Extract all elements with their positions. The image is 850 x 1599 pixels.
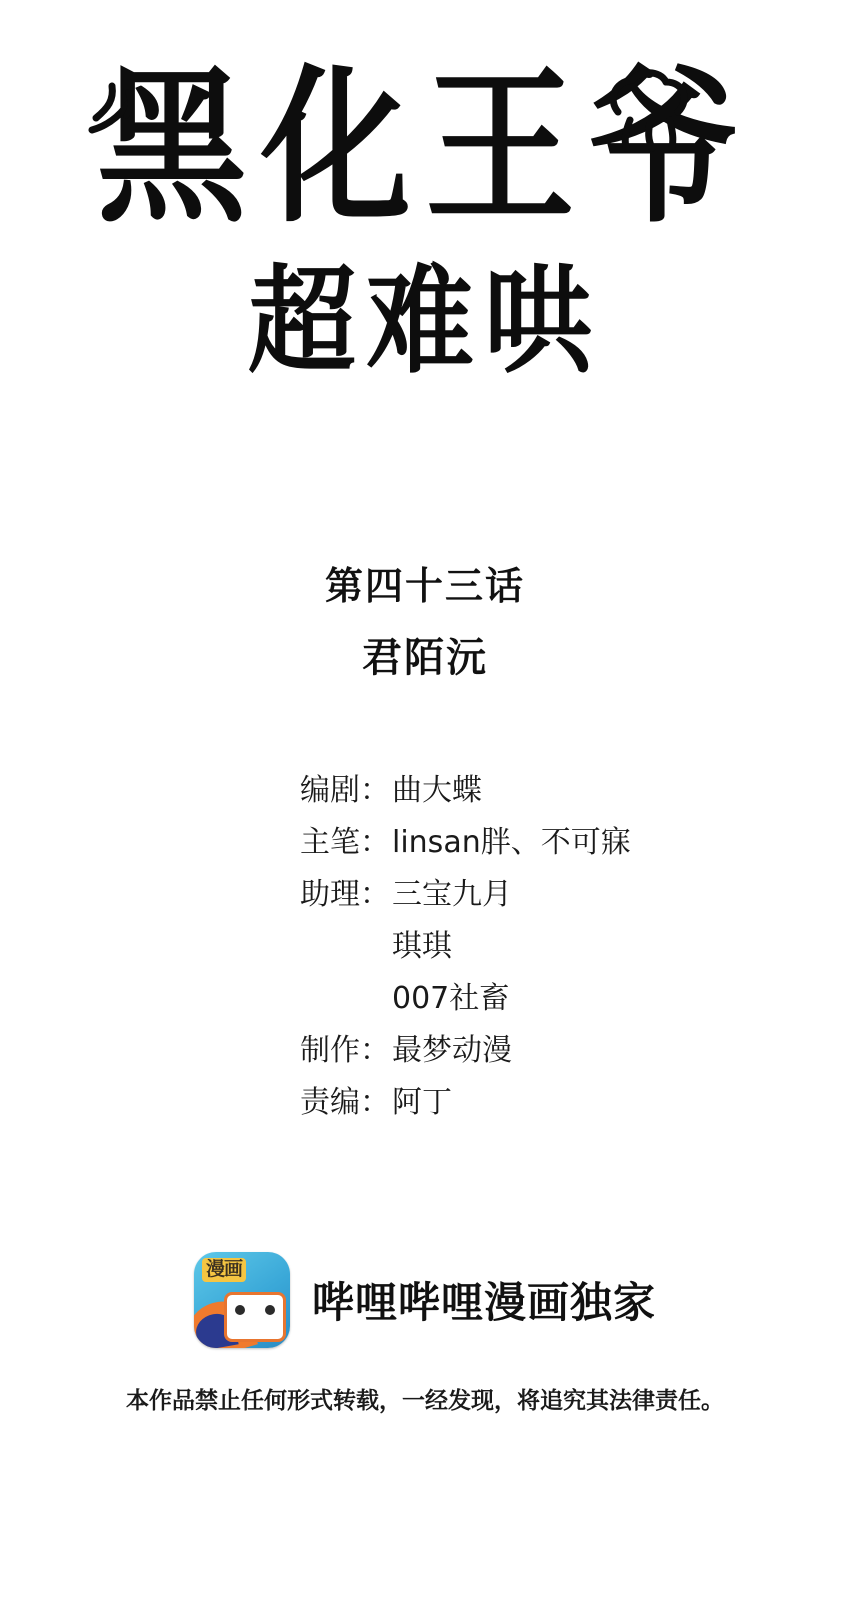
credit-label: 主笔： (300, 825, 390, 860)
credit-value: linsan胖、不可寐 (392, 825, 631, 860)
credit-label: 责编： (300, 1085, 390, 1120)
credit-row (0, 1077, 850, 1129)
logo-tag-label: 漫画 (202, 1258, 246, 1282)
title-logo (0, 48, 850, 390)
credit-label: 制作： (300, 1033, 390, 1068)
credit-row (0, 869, 850, 921)
credits-list (0, 765, 850, 1129)
credit-label (0, 921, 390, 973)
credit-label: 助理： (300, 877, 390, 912)
credit-row (0, 765, 850, 817)
credit-label (0, 973, 390, 1025)
bilibili-comics-app-icon (194, 1252, 290, 1348)
credit-row (0, 1025, 850, 1077)
credit-row (0, 921, 850, 973)
credit-value: 最梦动漫 (392, 1033, 512, 1068)
footer (0, 1252, 850, 1415)
credit-value: 007社畜 (392, 981, 510, 1016)
credit-row (0, 973, 850, 1025)
brand-name: 哔哩哔哩漫画独家 (311, 1278, 656, 1327)
credit-value: 琪琪 (392, 929, 452, 964)
credit-value: 三宝九月 (392, 877, 512, 912)
credit-value: 阿丁 (392, 1085, 452, 1120)
chapter-number: 第四十三话 (324, 563, 525, 608)
title-main-text: 黑化王爷 (96, 48, 753, 246)
chapter-heading (0, 555, 850, 683)
logo-book-face (227, 1295, 283, 1339)
credit-label: 编剧： (300, 773, 390, 808)
copyright-notice: 本作品禁止任何形式转载，一经发现，将追究其法律责任。 (126, 1388, 724, 1414)
chapter-name: 君陌沅 (362, 634, 488, 681)
credit-value: 曲大蝶 (392, 773, 482, 808)
brand-row (0, 1252, 850, 1348)
title-sub-text: 超难哄 (247, 253, 602, 390)
credit-row (0, 817, 850, 869)
